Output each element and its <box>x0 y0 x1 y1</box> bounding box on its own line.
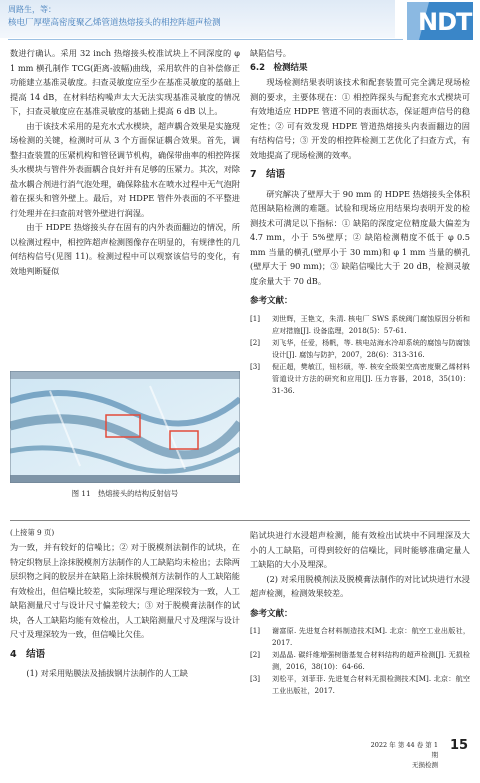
paragraph: 陷试块进行水浸超声检测，能有效检出试块中不同埋深及大小的人工缺陷，可得到较好的信噪比，同时能够准确定量人工缺陷的大小及埋深。 <box>250 530 470 569</box>
reference-item <box>250 625 470 649</box>
references-title: 参考文献： <box>250 608 293 619</box>
reference-number: [1] <box>250 313 261 323</box>
header-rule <box>8 39 403 40</box>
reference-text: 刘晶晶. 碳纤维增强树脂基复合材料结构的超声检测[J]. 无损检测，2016，38(10)：64-66. <box>272 650 470 671</box>
reference-number: [1] <box>250 626 261 635</box>
reference-number: [3] <box>250 674 261 683</box>
paragraph: (1) 对采用贴膜法及插拔钢片法制作的人工缺 <box>26 668 188 678</box>
reference-text: 刘松平，刘菲菲. 先进复合材料无损检测技术[M]. 北京：航空工业出版社，2017. <box>272 674 470 695</box>
figure-caption: 图 11 热熔接头的结构反射信号 <box>71 489 179 498</box>
reference-text: 刘飞华，任爱，杨帆，等. 核电站海水冷却系统的腐蚀与防腐蚀设计[J]. 腐蚀与防护，2007，28(6)：313-316. <box>272 337 470 359</box>
bottom-right-column <box>250 528 470 697</box>
reference-item <box>250 673 470 697</box>
bottom-left-column <box>10 540 240 681</box>
page-number: 15 <box>450 738 469 753</box>
reference-text: 谢富原. 先进复合材料制造技术[M]. 北京：航空工业出版社，2017. <box>272 626 470 647</box>
header-authors: 周路生，等： <box>8 5 56 14</box>
paragraph: 由于该技术采用的是充水式水楔块，超声耦合效果是实施现场检测的关键，检测时可从 3 个方面保证耦合效果。首先，调整扫查装置的压紧机构和管径调节机构，确保带曲率的相控阵探头水楔块与管件外表面耦合良好并有足够的压紧力。其次，对除盐水耦合剂进行消气泡处理，确保除盐水在喷水过程中无气泡附着在探头和管外壁上。最后，对 HDPE 管件外表面的不平整进行处理并在扫查前对管外壁进行润湿。 <box>10 120 240 218</box>
section-heading: 6.2 检测结果 <box>250 62 308 73</box>
reference-item <box>250 337 470 361</box>
reference-text: 刘世辉，王艳文，朱清. 核电厂 SWS 系统阀门腐蚀原因分析和应对措施[J]. 设备监理，2018(5)：57-61. <box>272 313 470 335</box>
reference-item <box>250 313 470 337</box>
top-left-column <box>10 46 240 278</box>
top-right-column <box>250 46 470 397</box>
logo-text: NDT <box>418 8 472 36</box>
header-title: 核电厂厚壁高密度聚乙烯管道热熔接头的相控阵超声检测 <box>8 18 221 28</box>
footer-info <box>370 740 438 770</box>
paragraph: 研究解决了壁厚大于 90 mm 的 HDPE 热熔接头全体积范围缺陷检测的难题。试验和现场应用结果均表明开发的检测技术可满足以下指标：① 缺陷的深度定位精度最大偏差为 4.7 mm，小于 5%壁厚；② 缺陷检测精度不低于 φ 0.5 mm 当量的横孔(壁厚小于 30 mm)和 φ 1 mm 当量的横孔(壁厚大于 90 mm)；③ 缺陷信噪比大于 20 dB，检测灵敏度余量大于 70 dB。 <box>250 188 470 286</box>
footer-journal: 无损检测 <box>412 761 438 769</box>
section-heading: 4 结语 <box>10 648 46 660</box>
reference-number: [2] <box>250 650 261 659</box>
figure-11-ultrasonic-image <box>10 371 240 483</box>
reference-number: [3] <box>250 361 261 371</box>
reference-item <box>250 361 470 397</box>
footer-issue: 2022 年 第 44 卷 第 1 期 <box>370 741 438 759</box>
paragraph: (2) 对采用脱模剂法及脱模膏法制作的对比试块进行水浸超声检测，检测效果较差。 <box>250 573 470 598</box>
reference-number: [2] <box>250 337 261 347</box>
continued-note: (上接第 9 页) <box>10 528 55 537</box>
paragraph: 现场检测结果表明该技术和配套装置可完全满足现场检测的要求，主要体现在：① 相控阵探头与配套充水式楔块可有效地适应 HDPE 管道不同的表面状态，保证超声信号的稳定性；② 可有效发现 HDPE 管道热熔接头内表面翻边的固有结构信号；③ 开发的相控阵检测工艺优化了扫查方式，有效地提高了现场检测的效率。 <box>250 77 470 160</box>
references-title: 参考文献： <box>250 296 293 306</box>
page-header <box>0 0 480 44</box>
reference-text: 倪正超，樊敏江，钮杉硕，等. 核安全级架空高密度聚乙烯材料管道设计方法的研究和应用[J]. 压力容器，2018，35(10)：31-36. <box>272 361 470 395</box>
article-separator <box>10 520 470 521</box>
paragraph: 为一致，并有较好的信噪比；② 对于脱模剂法制作的试块，在特定织物层上涂抹脱模剂方法制作的人工缺陷均未检出；去除两层织物之间的胶层并在缺陷上涂抹脱模剂方法制作的人工缺陷能有效检出，但信噪比较差，实际理深与理论理深较为一致，人工缺陷测量尺寸与设计尺寸偏差较大；③ 对于脱模膏法制作的试块，各人工缺陷均能有效检出，人工缺陷测量尺寸及理深与设计尺寸及理深较为一致，但信噪比欠佳。 <box>10 542 240 639</box>
paragraph: 由于 HDPE 热熔接头存在固有的内外表面翻边的情况，所以检测过程中，相控阵超声检测图像存在明显的，有规律性的几何结构信号(见图 11)。检测过程中可以观察该信号的变化，有效地判断疑似 <box>10 222 240 276</box>
paragraph: 数进行确认。采用 32 inch 热熔接头校准试块上不同深度的 φ 1 mm 横孔制作 TCG(距离-波幅)曲线，采用软件的自补偿修正功能建立基准灵敏度。扫查灵敏度应至少在基准灵敏度的基础上提高 14 dB，在材料结构噪声太大无法实现基准灵敏度的情况下，扫查灵敏度应在基准灵敏度的基础上提高 6 dB 以上。 <box>10 48 240 116</box>
section-heading: 7 结语 <box>250 169 286 180</box>
paragraph: 缺陷信号。 <box>250 48 291 58</box>
reference-item <box>250 649 470 673</box>
scan-image <box>10 371 240 483</box>
